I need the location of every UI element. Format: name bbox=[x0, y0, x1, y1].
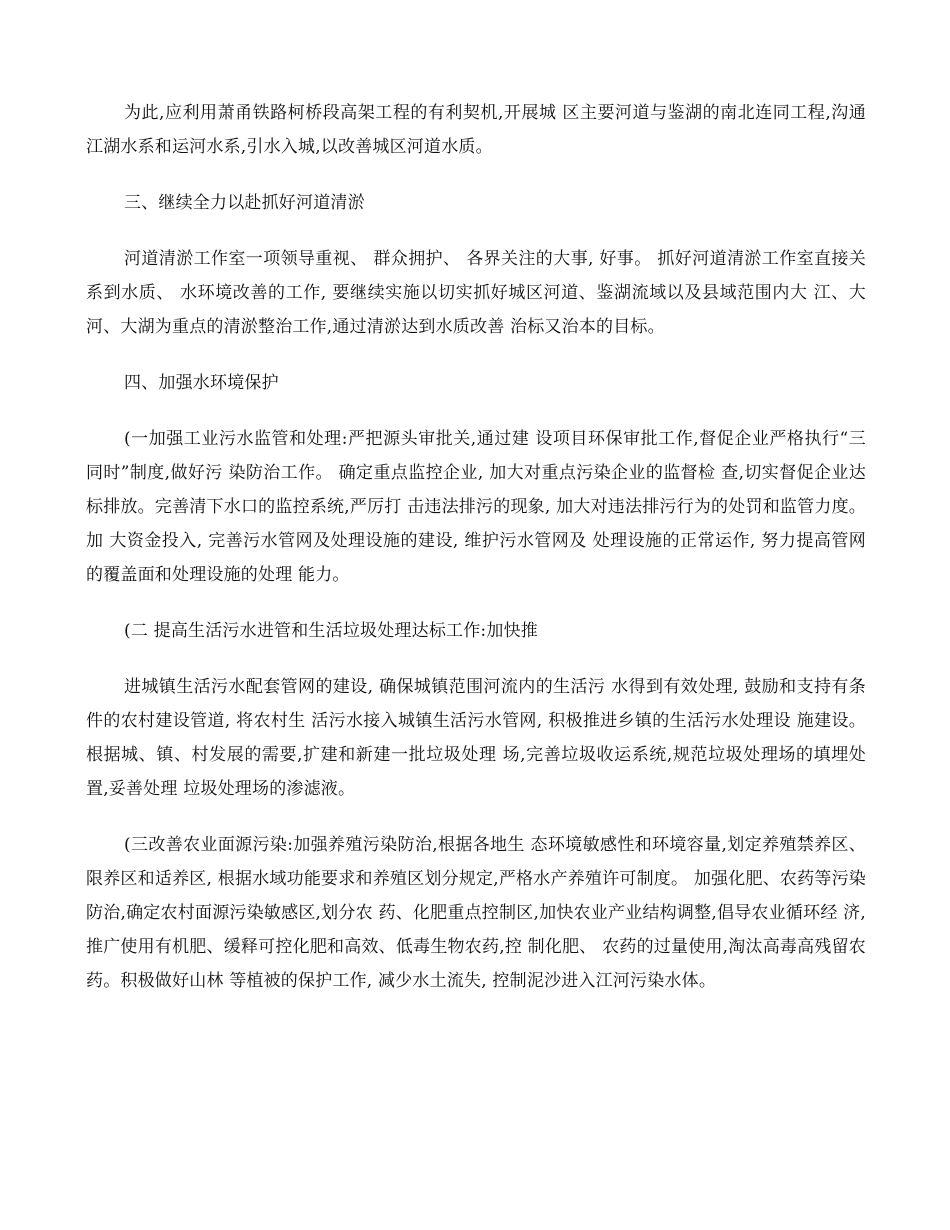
section-heading-3: 三、继续全力以赴抓好河道清淤 bbox=[124, 193, 365, 213]
subheading-domestic-sewage: (二 提高生活污水进管和生活垃圾处理达标工作:加快推 bbox=[124, 621, 538, 641]
section-heading-4: 四、加强水环境保护 bbox=[124, 373, 279, 393]
paragraph-intro: 为此,应利用萧甬铁路柯桥段高架工程的有利契机,开展城 区主要河道与鉴湖的南北连同工程,沟通江湖水系和运河水系,引水入城,以改善城区河道水质。 bbox=[86, 103, 866, 157]
paragraph-agricultural-pollution: (三改善农业面源污染:加强养殖污染防治,根据各地生 态环境敏感性和环境容量,划定养殖禁养区、限养区和适养区, 根据水域功能要求和养殖区划分规定,严格水产养殖许可制度。 加强化肥、农药等污染防治,确定农村面源污染敏感区,划分农 药、化肥重点控制区,加快农业产业结构调整,倡导农业循环经 济,推广使用有机肥、缓释可控化肥和高效、低毒生物农药,控 制化肥、 农药的过量使用,淘汰高毒高残留农药。积极做好山林 等植被的保护工作, 减少水土流失, 控制泥沙进入江河污染水体。 bbox=[86, 835, 866, 991]
document-body bbox=[86, 96, 866, 1020]
paragraph-dredging: 河道清淤工作室一项领导重视、 群众拥护、 各界关注的大事, 好事。 抓好河道清淤工作室直接关系到水质、 水环境改善的工作, 要继续实施以切实抓好城区河道、鉴湖流域以及县域范围内大 江、大河、大湖为重点的清淤整治工作,通过清淤达到水质改善 治标又治本的目标。 bbox=[86, 249, 866, 337]
paragraph-industrial-sewage: (一加强工业污水监管和处理:严把源头审批关,通过建 设项目环保审批工作,督促企业严格执行“三同时”制度,做好污 染防治工作。 确定重点监控企业, 加大对重点污染企业的监督检 查,切实督促企业达标排放。完善清下水口的监控系统,严厉打 击违法排污的现象, 加大对违法排污行为的处罚和监管力度。 加 大资金投入, 完善污水管网及处理设施的建设, 维护污水管网及 处理设施的正常运作, 努力提高管网的覆盖面和处理设施的处理 能力。 bbox=[86, 429, 866, 585]
paragraph-domestic-sewage: 进城镇生活污水配套管网的建设, 确保城镇范围河流内的生活污 水得到有效处理, 鼓励和支持有条件的农村建设管道, 将农村生 活污水接入城镇生活污水管网, 积极推进乡镇的生活污水处理设 施建设。根据城、镇、村发展的需要,扩建和新建一批垃圾处理 场,完善垃圾收运系统,规范垃圾处理场的填埋处置,妥善处理 垃圾处理场的渗滤液。 bbox=[86, 677, 866, 799]
